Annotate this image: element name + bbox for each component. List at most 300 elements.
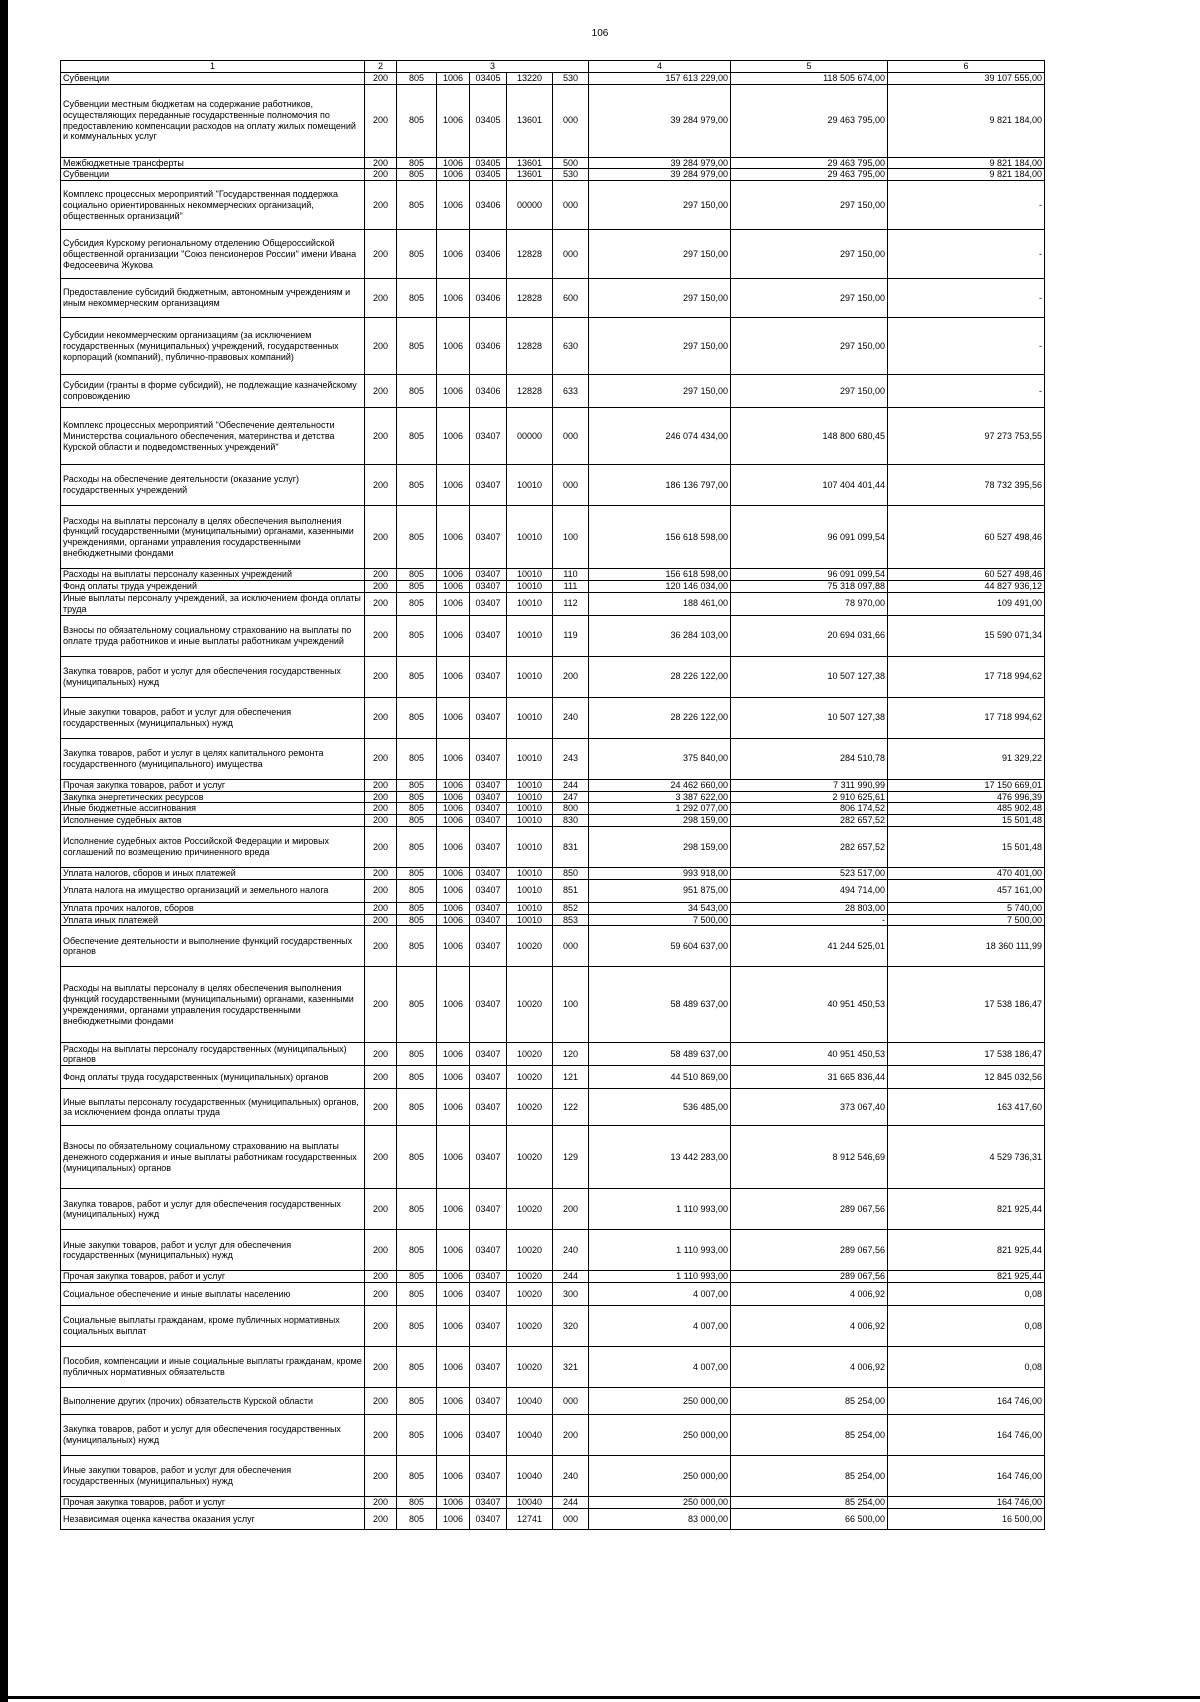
row-value-4: 39 284 979,00 bbox=[589, 169, 731, 181]
table-row bbox=[61, 72, 1045, 84]
row-code-d: 03407 bbox=[470, 1306, 507, 1347]
row-code-d: 03407 bbox=[470, 914, 507, 926]
row-col-2: 200 bbox=[365, 791, 397, 803]
row-code-e: 10020 bbox=[507, 926, 553, 967]
row-value-5: 10 507 127,38 bbox=[731, 697, 888, 738]
row-value-4: 39 284 979,00 bbox=[589, 157, 731, 169]
row-value-4: 83 000,00 bbox=[589, 1508, 731, 1529]
row-value-4: 59 604 637,00 bbox=[589, 926, 731, 967]
row-name: Социальные выплаты гражданам, кроме публичных нормативных социальных выплат bbox=[61, 1306, 365, 1347]
row-code-f: 200 bbox=[553, 1189, 589, 1230]
row-name: Субсидии (гранты в форме субсидий), не подлежащие казначейскому сопровождению bbox=[61, 375, 365, 408]
row-code-f: 000 bbox=[553, 465, 589, 506]
row-code-e: 10010 bbox=[507, 465, 553, 506]
row-code-e: 10020 bbox=[507, 967, 553, 1043]
row-code-f: 110 bbox=[553, 569, 589, 581]
row-value-5: 40 951 450,53 bbox=[731, 967, 888, 1043]
table-row bbox=[61, 1388, 1045, 1415]
row-value-5: 297 150,00 bbox=[731, 318, 888, 375]
row-value-5: - bbox=[731, 914, 888, 926]
row-value-6: 9 821 184,00 bbox=[888, 157, 1045, 169]
row-code-e: 00000 bbox=[507, 181, 553, 230]
row-code-e: 10010 bbox=[507, 506, 553, 569]
row-col-2: 200 bbox=[365, 1415, 397, 1456]
row-value-6: 17 538 186,47 bbox=[888, 967, 1045, 1043]
row-value-4: 297 150,00 bbox=[589, 318, 731, 375]
row-code-d: 03407 bbox=[470, 815, 507, 827]
row-code-b: 1006 bbox=[437, 902, 470, 914]
row-code-b: 1006 bbox=[437, 84, 470, 157]
header-col-1: 1 bbox=[61, 61, 365, 73]
row-code-a: 805 bbox=[397, 157, 437, 169]
header-col-6: 6 bbox=[888, 61, 1045, 73]
row-code-a: 805 bbox=[397, 615, 437, 656]
row-code-d: 03407 bbox=[470, 506, 507, 569]
row-code-b: 1006 bbox=[437, 408, 470, 465]
row-code-b: 1006 bbox=[437, 656, 470, 697]
row-code-d: 03405 bbox=[470, 169, 507, 181]
row-value-5: 297 150,00 bbox=[731, 279, 888, 318]
row-code-b: 1006 bbox=[437, 1089, 470, 1126]
table-row bbox=[61, 867, 1045, 879]
row-code-f: 000 bbox=[553, 84, 589, 157]
row-code-d: 03407 bbox=[470, 465, 507, 506]
row-value-4: 58 489 637,00 bbox=[589, 967, 731, 1043]
row-name: Иные закупки товаров, работ и услуг для обеспечения государственных (муниципальных) нужд bbox=[61, 1230, 365, 1271]
row-code-a: 805 bbox=[397, 1089, 437, 1126]
row-code-a: 805 bbox=[397, 1271, 437, 1283]
row-value-6: 17 718 994,62 bbox=[888, 697, 1045, 738]
row-value-5: 282 657,52 bbox=[731, 815, 888, 827]
row-code-a: 805 bbox=[397, 926, 437, 967]
row-code-d: 03407 bbox=[470, 569, 507, 581]
row-code-b: 1006 bbox=[437, 181, 470, 230]
row-value-5: 282 657,52 bbox=[731, 826, 888, 867]
row-code-b: 1006 bbox=[437, 1283, 470, 1306]
row-col-2: 200 bbox=[365, 697, 397, 738]
row-code-e: 10010 bbox=[507, 867, 553, 879]
row-code-d: 03405 bbox=[470, 84, 507, 157]
row-value-5: 28 803,00 bbox=[731, 902, 888, 914]
row-col-2: 200 bbox=[365, 592, 397, 615]
row-code-d: 03406 bbox=[470, 230, 507, 279]
row-code-b: 1006 bbox=[437, 465, 470, 506]
row-code-a: 805 bbox=[397, 506, 437, 569]
row-code-a: 805 bbox=[397, 84, 437, 157]
row-code-b: 1006 bbox=[437, 230, 470, 279]
row-code-f: 320 bbox=[553, 1306, 589, 1347]
row-value-6: 164 746,00 bbox=[888, 1388, 1045, 1415]
row-code-e: 13601 bbox=[507, 157, 553, 169]
row-value-5: 29 463 795,00 bbox=[731, 84, 888, 157]
row-code-d: 03407 bbox=[470, 826, 507, 867]
row-code-a: 805 bbox=[397, 1043, 437, 1066]
row-value-6: 18 360 111,99 bbox=[888, 926, 1045, 967]
row-value-6: 17 150 669,01 bbox=[888, 779, 1045, 791]
row-code-e: 10020 bbox=[507, 1283, 553, 1306]
row-code-f: 119 bbox=[553, 615, 589, 656]
table-row bbox=[61, 879, 1045, 902]
table-row bbox=[61, 408, 1045, 465]
table-row bbox=[61, 569, 1045, 581]
row-code-d: 03407 bbox=[470, 1508, 507, 1529]
row-code-f: 831 bbox=[553, 826, 589, 867]
table-row bbox=[61, 615, 1045, 656]
row-code-a: 805 bbox=[397, 1456, 437, 1497]
row-value-6: 470 401,00 bbox=[888, 867, 1045, 879]
row-col-2: 200 bbox=[365, 902, 397, 914]
row-value-5: 289 067,56 bbox=[731, 1271, 888, 1283]
row-name: Субвенции bbox=[61, 169, 365, 181]
row-col-2: 200 bbox=[365, 1283, 397, 1306]
row-code-e: 10020 bbox=[507, 1089, 553, 1126]
row-code-a: 805 bbox=[397, 1415, 437, 1456]
row-name: Социальное обеспечение и иные выплаты населению bbox=[61, 1283, 365, 1306]
row-value-5: 107 404 401,44 bbox=[731, 465, 888, 506]
row-code-e: 10010 bbox=[507, 656, 553, 697]
row-value-6: 78 732 395,56 bbox=[888, 465, 1045, 506]
row-code-d: 03407 bbox=[470, 791, 507, 803]
row-code-e: 10020 bbox=[507, 1126, 553, 1189]
table-row bbox=[61, 169, 1045, 181]
row-name: Расходы на выплаты персоналу в целях обеспечения выполнения функций государственными (муниципальными) органами, казенными учреждениями, органами управления государственными внебюджетными фондами bbox=[61, 967, 365, 1043]
table-row bbox=[61, 826, 1045, 867]
row-code-a: 805 bbox=[397, 1497, 437, 1509]
row-code-a: 805 bbox=[397, 914, 437, 926]
row-name: Расходы на выплаты персоналу государственных (муниципальных) органов bbox=[61, 1043, 365, 1066]
row-name: Обеспечение деятельности и выполнение функций государственных органов bbox=[61, 926, 365, 967]
row-code-f: 100 bbox=[553, 506, 589, 569]
row-value-5: 66 500,00 bbox=[731, 1508, 888, 1529]
row-name: Прочая закупка товаров, работ и услуг bbox=[61, 779, 365, 791]
row-code-f: 244 bbox=[553, 1497, 589, 1509]
table-row bbox=[61, 967, 1045, 1043]
row-code-b: 1006 bbox=[437, 569, 470, 581]
row-code-b: 1006 bbox=[437, 803, 470, 815]
row-code-f: 321 bbox=[553, 1347, 589, 1388]
row-code-e: 10010 bbox=[507, 592, 553, 615]
row-code-d: 03407 bbox=[470, 656, 507, 697]
row-code-f: 500 bbox=[553, 157, 589, 169]
row-value-5: 40 951 450,53 bbox=[731, 1043, 888, 1066]
row-code-f: 850 bbox=[553, 867, 589, 879]
table-row bbox=[61, 230, 1045, 279]
row-code-e: 10010 bbox=[507, 815, 553, 827]
row-code-e: 10010 bbox=[507, 569, 553, 581]
row-name: Предоставление субсидий бюджетным, автономным учреждениям и иным некоммерческим организациям bbox=[61, 279, 365, 318]
row-value-5: 494 714,00 bbox=[731, 879, 888, 902]
row-value-6: 15 590 071,34 bbox=[888, 615, 1045, 656]
row-name: Расходы на обеспечение деятельности (оказание услуг) государственных учреждений bbox=[61, 465, 365, 506]
table-row bbox=[61, 1497, 1045, 1509]
row-code-e: 12741 bbox=[507, 1508, 553, 1529]
row-code-b: 1006 bbox=[437, 1306, 470, 1347]
row-value-4: 3 387 622,00 bbox=[589, 791, 731, 803]
table-row bbox=[61, 926, 1045, 967]
row-value-4: 34 543,00 bbox=[589, 902, 731, 914]
row-value-6: 457 161,00 bbox=[888, 879, 1045, 902]
header-col-5: 5 bbox=[731, 61, 888, 73]
row-code-d: 03407 bbox=[470, 967, 507, 1043]
row-value-6: 4 529 736,31 bbox=[888, 1126, 1045, 1189]
row-code-f: 000 bbox=[553, 181, 589, 230]
row-code-d: 03407 bbox=[470, 615, 507, 656]
row-value-4: 58 489 637,00 bbox=[589, 1043, 731, 1066]
row-col-2: 200 bbox=[365, 169, 397, 181]
row-code-f: 247 bbox=[553, 791, 589, 803]
row-code-d: 03407 bbox=[470, 1347, 507, 1388]
row-col-2: 200 bbox=[365, 656, 397, 697]
row-code-b: 1006 bbox=[437, 580, 470, 592]
row-code-e: 10010 bbox=[507, 803, 553, 815]
table-row bbox=[61, 1283, 1045, 1306]
row-code-e: 10010 bbox=[507, 826, 553, 867]
row-code-e: 10040 bbox=[507, 1456, 553, 1497]
row-value-4: 120 146 034,00 bbox=[589, 580, 731, 592]
row-code-a: 805 bbox=[397, 902, 437, 914]
row-code-d: 03407 bbox=[470, 879, 507, 902]
row-name: Исполнение судебных актов Российской Федерации и мировых соглашений по возмещению причиненного вреда bbox=[61, 826, 365, 867]
table-row bbox=[61, 697, 1045, 738]
row-col-2: 200 bbox=[365, 803, 397, 815]
row-code-f: 630 bbox=[553, 318, 589, 375]
row-code-d: 03407 bbox=[470, 408, 507, 465]
row-col-2: 200 bbox=[365, 181, 397, 230]
row-value-4: 297 150,00 bbox=[589, 181, 731, 230]
row-name: Межбюджетные трансферты bbox=[61, 157, 365, 169]
row-code-b: 1006 bbox=[437, 926, 470, 967]
row-code-f: 129 bbox=[553, 1126, 589, 1189]
row-code-b: 1006 bbox=[437, 506, 470, 569]
row-name: Иные закупки товаров, работ и услуг для обеспечения государственных (муниципальных) нужд bbox=[61, 1456, 365, 1497]
row-code-b: 1006 bbox=[437, 1508, 470, 1529]
row-value-4: 298 159,00 bbox=[589, 826, 731, 867]
row-value-5: 85 254,00 bbox=[731, 1415, 888, 1456]
row-code-a: 805 bbox=[397, 1283, 437, 1306]
row-col-2: 200 bbox=[365, 1189, 397, 1230]
row-name: Субвенции bbox=[61, 72, 365, 84]
row-code-a: 805 bbox=[397, 738, 437, 779]
row-value-5: 78 970,00 bbox=[731, 592, 888, 615]
row-value-6: - bbox=[888, 375, 1045, 408]
row-value-6: 164 746,00 bbox=[888, 1456, 1045, 1497]
table-row bbox=[61, 1066, 1045, 1089]
row-code-e: 10010 bbox=[507, 779, 553, 791]
row-value-4: 1 110 993,00 bbox=[589, 1271, 731, 1283]
row-code-b: 1006 bbox=[437, 169, 470, 181]
row-code-b: 1006 bbox=[437, 592, 470, 615]
row-code-d: 03407 bbox=[470, 1497, 507, 1509]
row-col-2: 200 bbox=[365, 1126, 397, 1189]
row-value-4: 375 840,00 bbox=[589, 738, 731, 779]
row-name: Субвенции местным бюджетам на содержание работников, осуществляющих переданные государственные полномочия по предоставлению компенсации расходов на оплату жилых помещений и коммунальных услуг bbox=[61, 84, 365, 157]
row-code-b: 1006 bbox=[437, 738, 470, 779]
row-value-4: 39 284 979,00 bbox=[589, 84, 731, 157]
header-col-3: 3 bbox=[397, 61, 589, 73]
row-code-d: 03407 bbox=[470, 1043, 507, 1066]
row-code-e: 10010 bbox=[507, 879, 553, 902]
table-row bbox=[61, 580, 1045, 592]
row-col-2: 200 bbox=[365, 1456, 397, 1497]
table-row bbox=[61, 1306, 1045, 1347]
row-value-6: 60 527 498,46 bbox=[888, 569, 1045, 581]
row-code-b: 1006 bbox=[437, 697, 470, 738]
header-col-2: 2 bbox=[365, 61, 397, 73]
table-row bbox=[61, 803, 1045, 815]
row-col-2: 200 bbox=[365, 867, 397, 879]
row-col-2: 200 bbox=[365, 926, 397, 967]
row-code-b: 1006 bbox=[437, 779, 470, 791]
row-code-a: 805 bbox=[397, 1347, 437, 1388]
row-value-6: 97 273 753,55 bbox=[888, 408, 1045, 465]
row-code-d: 03407 bbox=[470, 803, 507, 815]
row-col-2: 200 bbox=[365, 779, 397, 791]
row-code-d: 03407 bbox=[470, 902, 507, 914]
row-col-2: 200 bbox=[365, 1230, 397, 1271]
row-name: Расходы на выплаты персоналу в целях обеспечения выполнения функций государственными (муниципальными) органами, казенными учреждениями, органами управления государственными внебюджетными фондами bbox=[61, 506, 365, 569]
row-value-4: 4 007,00 bbox=[589, 1283, 731, 1306]
row-name: Независимая оценка качества оказания услуг bbox=[61, 1508, 365, 1529]
row-value-5: 4 006,92 bbox=[731, 1283, 888, 1306]
row-name: Пособия, компенсации и иные социальные выплаты гражданам, кроме публичных нормативных обязательств bbox=[61, 1347, 365, 1388]
row-value-5: 148 800 680,45 bbox=[731, 408, 888, 465]
row-code-e: 10010 bbox=[507, 791, 553, 803]
row-code-a: 805 bbox=[397, 1306, 437, 1347]
row-code-f: 112 bbox=[553, 592, 589, 615]
row-value-4: 44 510 869,00 bbox=[589, 1066, 731, 1089]
row-code-e: 10020 bbox=[507, 1347, 553, 1388]
table-row bbox=[61, 656, 1045, 697]
row-code-d: 03407 bbox=[470, 580, 507, 592]
row-code-a: 805 bbox=[397, 1230, 437, 1271]
row-code-e: 10020 bbox=[507, 1306, 553, 1347]
row-value-6: 821 925,44 bbox=[888, 1230, 1045, 1271]
row-code-e: 10040 bbox=[507, 1497, 553, 1509]
table-row bbox=[61, 465, 1045, 506]
row-name: Иные бюджетные ассигнования bbox=[61, 803, 365, 815]
row-code-a: 805 bbox=[397, 879, 437, 902]
row-code-b: 1006 bbox=[437, 914, 470, 926]
row-value-4: 297 150,00 bbox=[589, 230, 731, 279]
row-value-6: 5 740,00 bbox=[888, 902, 1045, 914]
row-code-f: 244 bbox=[553, 779, 589, 791]
row-code-e: 10010 bbox=[507, 914, 553, 926]
row-col-2: 200 bbox=[365, 72, 397, 84]
row-code-e: 12828 bbox=[507, 230, 553, 279]
row-value-4: 13 442 283,00 bbox=[589, 1126, 731, 1189]
row-value-4: 157 613 229,00 bbox=[589, 72, 731, 84]
row-name: Прочая закупка товаров, работ и услуг bbox=[61, 1271, 365, 1283]
row-value-6: - bbox=[888, 318, 1045, 375]
row-name: Закупка товаров, работ и услуг для обеспечения государственных (муниципальных) нужд bbox=[61, 1189, 365, 1230]
row-code-b: 1006 bbox=[437, 1126, 470, 1189]
row-code-f: 000 bbox=[553, 408, 589, 465]
row-value-4: 250 000,00 bbox=[589, 1415, 731, 1456]
row-code-a: 805 bbox=[397, 465, 437, 506]
row-code-f: 240 bbox=[553, 1230, 589, 1271]
row-name: Исполнение судебных актов bbox=[61, 815, 365, 827]
row-col-2: 200 bbox=[365, 157, 397, 169]
table-row bbox=[61, 1415, 1045, 1456]
row-col-2: 200 bbox=[365, 1306, 397, 1347]
row-code-a: 805 bbox=[397, 1189, 437, 1230]
row-code-f: 000 bbox=[553, 230, 589, 279]
row-value-5: 523 517,00 bbox=[731, 867, 888, 879]
row-code-a: 805 bbox=[397, 803, 437, 815]
page-number: 106 bbox=[591, 28, 609, 39]
row-code-b: 1006 bbox=[437, 318, 470, 375]
scan-edge-bar bbox=[0, 0, 8, 1702]
row-value-4: 4 007,00 bbox=[589, 1306, 731, 1347]
row-code-e: 10020 bbox=[507, 1066, 553, 1089]
row-code-e: 10020 bbox=[507, 1271, 553, 1283]
row-code-f: 851 bbox=[553, 879, 589, 902]
row-value-4: 156 618 598,00 bbox=[589, 569, 731, 581]
row-name: Уплата налога на имущество организаций и земельного налога bbox=[61, 879, 365, 902]
row-value-5: 8 912 546,69 bbox=[731, 1126, 888, 1189]
row-value-5: 31 665 836,44 bbox=[731, 1066, 888, 1089]
row-name: Иные закупки товаров, работ и услуг для обеспечения государственных (муниципальных) нужд bbox=[61, 697, 365, 738]
row-value-6: 15 501,48 bbox=[888, 826, 1045, 867]
row-code-d: 03406 bbox=[470, 279, 507, 318]
row-value-6: - bbox=[888, 230, 1045, 279]
row-value-6: 821 925,44 bbox=[888, 1189, 1045, 1230]
row-code-b: 1006 bbox=[437, 815, 470, 827]
table-row bbox=[61, 157, 1045, 169]
row-code-f: 300 bbox=[553, 1283, 589, 1306]
row-value-4: 156 618 598,00 bbox=[589, 506, 731, 569]
row-value-5: 289 067,56 bbox=[731, 1230, 888, 1271]
row-col-2: 200 bbox=[365, 1043, 397, 1066]
row-col-2: 200 bbox=[365, 318, 397, 375]
row-name: Иные выплаты персоналу учреждений, за исключением фонда оплаты труда bbox=[61, 592, 365, 615]
row-code-b: 1006 bbox=[437, 867, 470, 879]
row-value-6: 476 996,39 bbox=[888, 791, 1045, 803]
row-code-f: 530 bbox=[553, 72, 589, 84]
table-row bbox=[61, 1043, 1045, 1066]
row-code-b: 1006 bbox=[437, 879, 470, 902]
row-code-a: 805 bbox=[397, 867, 437, 879]
row-code-e: 12828 bbox=[507, 279, 553, 318]
row-value-6: 44 827 936,12 bbox=[888, 580, 1045, 592]
row-code-a: 805 bbox=[397, 779, 437, 791]
row-col-2: 200 bbox=[365, 1271, 397, 1283]
row-code-d: 03407 bbox=[470, 592, 507, 615]
row-value-5: 75 318 097,88 bbox=[731, 580, 888, 592]
row-value-5: 4 006,92 bbox=[731, 1347, 888, 1388]
table-row bbox=[61, 375, 1045, 408]
table-row bbox=[61, 1089, 1045, 1126]
row-code-f: 000 bbox=[553, 1388, 589, 1415]
row-value-6: 0,08 bbox=[888, 1347, 1045, 1388]
row-code-a: 805 bbox=[397, 967, 437, 1043]
row-code-d: 03406 bbox=[470, 375, 507, 408]
row-code-a: 805 bbox=[397, 169, 437, 181]
row-value-5: 297 150,00 bbox=[731, 375, 888, 408]
table-row bbox=[61, 181, 1045, 230]
row-value-6: 821 925,44 bbox=[888, 1271, 1045, 1283]
row-col-2: 200 bbox=[365, 84, 397, 157]
row-value-4: 951 875,00 bbox=[589, 879, 731, 902]
row-value-4: 297 150,00 bbox=[589, 279, 731, 318]
row-col-2: 200 bbox=[365, 375, 397, 408]
row-code-a: 805 bbox=[397, 580, 437, 592]
row-value-6: 16 500,00 bbox=[888, 1508, 1045, 1529]
row-code-b: 1006 bbox=[437, 375, 470, 408]
row-code-e: 10010 bbox=[507, 738, 553, 779]
row-col-2: 200 bbox=[365, 230, 397, 279]
row-code-b: 1006 bbox=[437, 1043, 470, 1066]
